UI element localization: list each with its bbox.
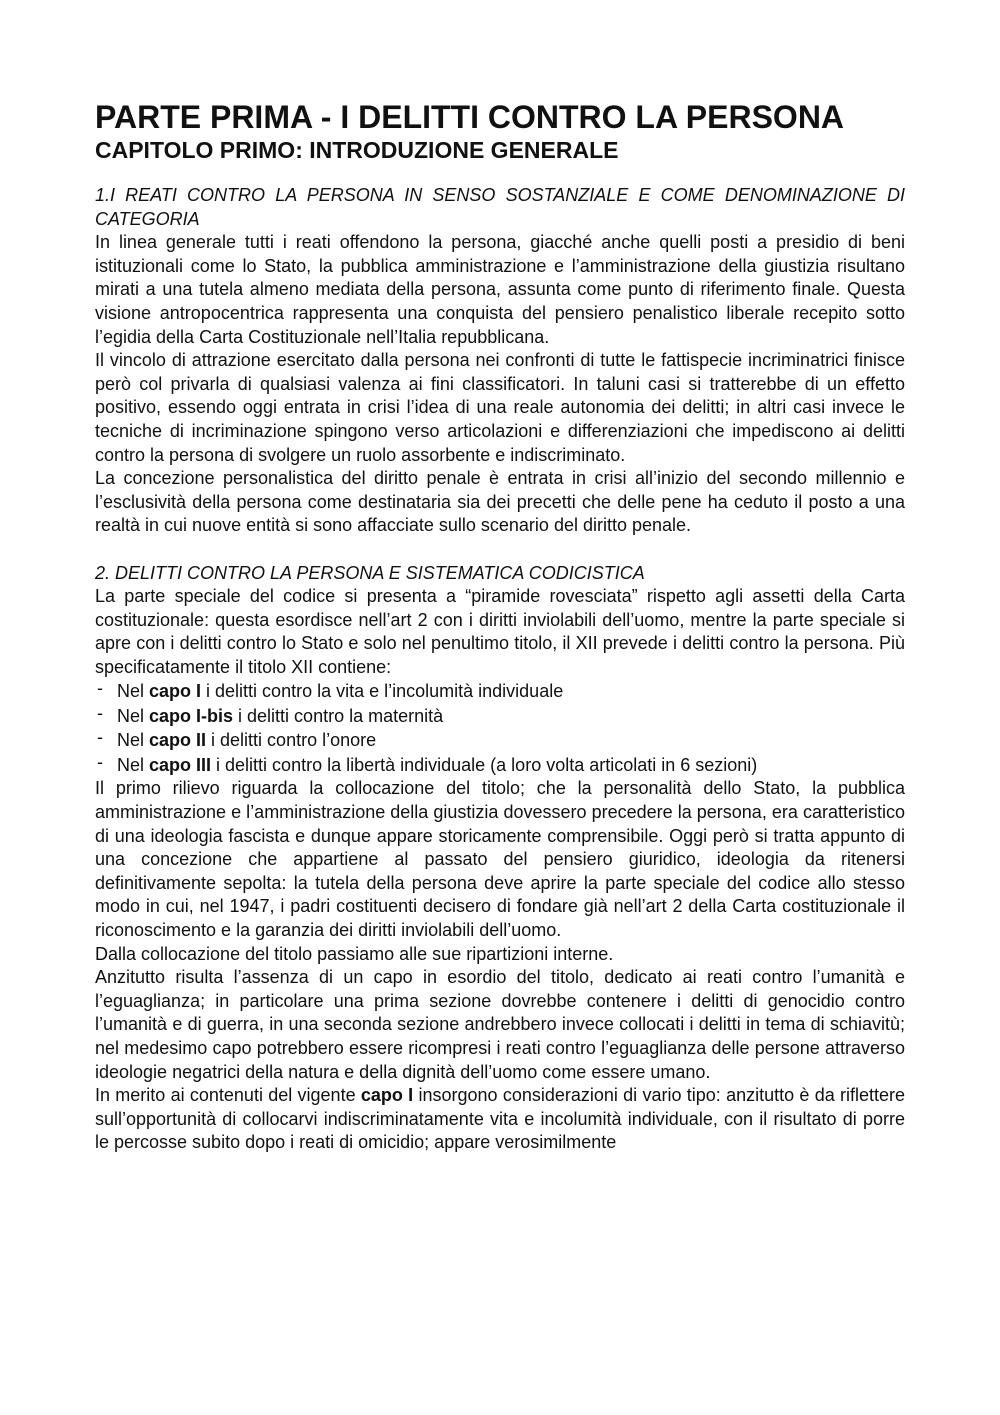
section-1-heading: 1.I REATI CONTRO LA PERSONA IN SENSO SOSTANZIALE E COME DENOMINAZIONE DI CATEGORIA bbox=[95, 185, 905, 229]
section-1-paragraph-2: Il vincolo di attrazione esercitato dalla persona nei confronti di tutte le fattispecie incriminatrici finisce però col privarla di qualsiasi valenza ai fini classificatori. In taluni casi si tratterebbe di un effetto positivo, essendo oggi entrata in crisi l’idea di una reale autonomia dei delitti; in altri casi invece le tecniche di incriminazione spingono verso articolazioni e differenziazioni che impediscono ai delitti contro la persona di svolgere un ruolo assorbente e indiscriminato. bbox=[95, 350, 905, 465]
section-2-paragraph-1: La parte speciale del codice si presenta a “piramide rovesciata” rispetto agli assetti della Carta costituzionale: questa esordisce nell’art 2 con i diritti inviolabili dell’uomo, mentre la parte speciale si apre con i delitti contro lo Stato e solo nel penultimo titolo, il XII prevede i delitti contro la persona. Più specificatamente il titolo XII contiene: bbox=[95, 586, 905, 677]
chapter-subtitle: CAPITOLO PRIMO: INTRODUZIONE GENERALE bbox=[95, 137, 619, 163]
list-item: - Nel capo II i delitti contro l’onore bbox=[95, 728, 905, 753]
list-item: - Nel capo I-bis i delitti contro la maternità bbox=[95, 704, 905, 729]
section-2-paragraph-2: Il primo rilievo riguarda la collocazione del titolo; che la personalità dello Stato, la pubblica amministrazione e l’amministrazione della giustizia dovessero precedere la persona, era caratteristico di una ideologia fascista e dunque appare storicamente comprensibile. Oggi però si tratta appunto di una concezione che appartiene al passato del pensiero giuridico, ideologia da ritenersi definitivamente sepolta: la tutela della persona deve aprire la parte speciale del codice allo stesso modo in cui, nel 1947, i padri costituenti decisero di fondare già nell’art 2 della Carta costituzionale il riconoscimento e la garanzia dei diritti inviolabili dell’uomo. bbox=[95, 778, 905, 941]
section-2-paragraph-3: Dalla collocazione del titolo passiamo alle sue ripartizioni interne. bbox=[95, 943, 614, 964]
section-1-paragraph-1: In linea generale tutti i reati offendono la persona, giacché anche quelli posti a presidio di beni istituzionali come lo Stato, la pubblica amministrazione e l’amministrazione della giustizia risultano mirati a una tutela almeno mediata della persona, assunta come punto di riferimento finale. Questa visione antropocentrica rappresenta una conquista del pensiero penalistico liberale recepito sotto l’egidia della Carta Costituzionale nell’Italia repubblicana. bbox=[95, 232, 905, 347]
section-spacer bbox=[95, 538, 905, 562]
section-2-heading: 2. DELITTI CONTRO LA PERSONA E SISTEMATICA CODICISTICA bbox=[95, 562, 645, 583]
document-page bbox=[95, 98, 905, 1155]
page-title: PARTE PRIMA - I DELITTI CONTRO LA PERSONA bbox=[95, 99, 845, 135]
section-2-paragraph-5: In merito ai contenuti del vigente capo I insorgono considerazioni di vario tipo: anzitutto è da riflettere sull’opportunità di collocarvi indiscriminatamente vita e incolumità individuale, con il risultato di porre le percosse subito dopo i reati di omicidio; appare verosimilmente bbox=[95, 1085, 906, 1153]
section-2-paragraph-4: Anzitutto risulta l’assenza di un capo in esordio del titolo, dedicato ai reati contro l’umanità e l’eguaglianza; in particolare una prima sezione dovrebbe contenere i delitti di genocidio contro l’umanità e di guerra, in una seconda sezione andrebbero invece collocati i delitti in tema di schiavitù; nel medesimo capo potrebbero essere ricompresi i reati contro l’eguaglianza delle persone attraverso ideologie negatrici della natura e della dignità dell’uomo come essere umano. bbox=[95, 967, 905, 1082]
list-item: - Nel capo I i delitti contro la vita e l’incolumità individuale bbox=[95, 679, 905, 704]
section-2 bbox=[95, 562, 905, 1155]
section-1 bbox=[95, 184, 905, 538]
list-item: - Nel capo III i delitti contro la libertà individuale (a loro volta articolati in 6 sezioni) bbox=[95, 753, 905, 778]
capo-list bbox=[95, 679, 905, 777]
section-1-paragraph-3: La concezione personalistica del diritto penale è entrata in crisi all’inizio del secondo millennio e l’esclusività della persona come destinataria sia dei precetti che delle pene ha ceduto il posto a una realtà in cui nuove entità si sono affacciate sullo scenario del diritto penale. bbox=[95, 468, 905, 536]
